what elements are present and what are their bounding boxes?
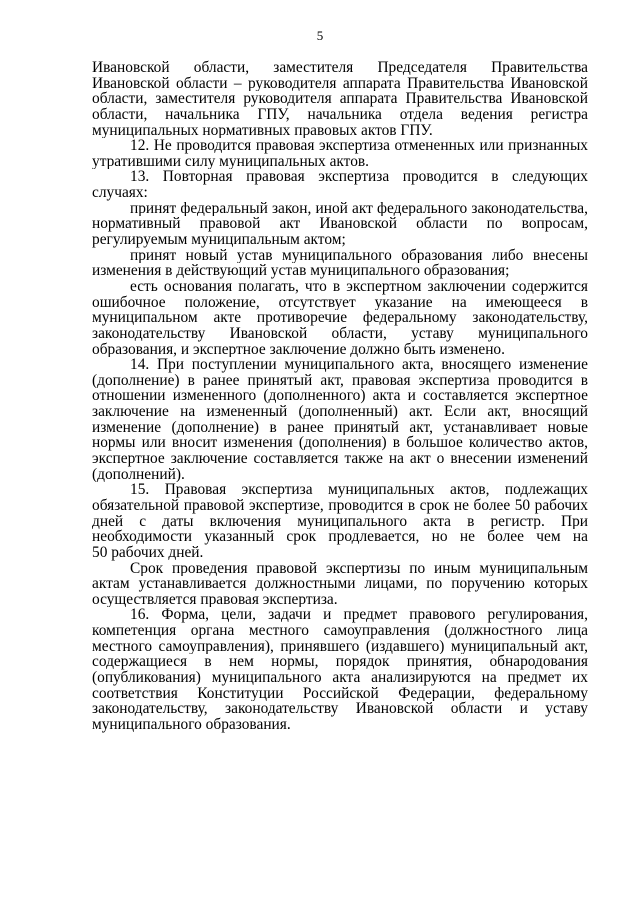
text-line: необходимости указанный срок продлевается, но не более чем на — [92, 529, 588, 545]
text-line: обязательной правовой экспертизе, проводится в срок не более 50 рабочих — [92, 497, 588, 514]
text-line: заключение на измененный (дополненный) акт. Если акт, вносящий — [92, 404, 588, 420]
text-line: есть основания полагать, что в экспертном заключении содержится — [130, 278, 588, 295]
text-line: законодательству, законодательству Ивановской области и уставу — [92, 701, 588, 717]
text-line: изменение (дополнение) в ранее принятый акт, устанавливает новые — [92, 419, 588, 436]
text-line: муниципальном акте противоречие федеральному законодательству, — [92, 310, 588, 326]
text-line: нормы или вносит изменения (дополнения) в большое количество актов, — [92, 435, 588, 452]
text-line: экспертное заключение составляется также на акт о внесении изменений — [92, 451, 588, 467]
text-line: принят новый устав муниципального образования либо внесены — [130, 247, 588, 264]
text-line: области, начальника ГПУ, начальника отдела ведения регистра — [92, 106, 588, 123]
text-line: местного самоуправления), принявшего (издавшего) муниципальный акт, — [92, 638, 588, 655]
text-line: компетенция органа местного самоуправления (должностного лица — [92, 623, 588, 639]
text-line: Срок проведения правовой экспертизы по иным муниципальным — [130, 560, 588, 577]
text-line: отношении измененного (дополненного) акта и составляется экспертное — [92, 388, 588, 405]
text-line: утратившими силу муниципальных актов. — [92, 153, 370, 170]
text-line: (опубликования) муниципального акта анализируются на предмет их — [92, 669, 588, 686]
document-body — [92, 60, 588, 733]
text-line: законодательству Ивановской области, уставу муниципального — [92, 325, 588, 342]
text-line: случаях: — [92, 185, 148, 201]
text-line: содержащиеся в нем нормы, порядок принятия, обнародования — [92, 654, 588, 670]
text-line: 16. Форма, цели, задачи и предмет правового регулирования, — [130, 607, 588, 624]
text-line: осуществляется правовая экспертиза. — [92, 591, 338, 608]
text-line: нормативный правовой акт Ивановской области по вопросам, — [92, 216, 588, 233]
text-line: (дополнений). — [92, 466, 185, 483]
text-line: 14. При поступлении муниципального акта, вносящего изменение — [130, 357, 588, 373]
text-line: 13. Повторная правовая экспертиза проводится в следующих — [130, 169, 588, 186]
text-line: муниципального образования. — [92, 716, 291, 733]
text-line: дней с даты включения муниципального акта в регистр. При — [92, 513, 588, 530]
text-line: Ивановской области, заместителя Председателя Правительства — [92, 60, 588, 76]
text-line: актам устанавливается должностными лицами, по поручению которых — [92, 576, 588, 592]
text-line: 12. Не проводится правовая экспертиза отмененных или признанных — [130, 138, 588, 154]
text-line: принят федеральный закон, иной акт федерального законодательства, — [130, 200, 588, 217]
text-line: 50 рабочих дней. — [92, 544, 204, 561]
text-line: области, заместителя руководителя аппарата Правительства Ивановской — [92, 91, 588, 107]
text-line: образования, и экспертное заключение должно быть изменено. — [92, 341, 505, 358]
text-line: муниципальных нормативных правовых актов ГПУ. — [92, 122, 433, 139]
text-line: (дополнение) в ранее принятый акт, правовая экспертиза проводится в — [92, 372, 588, 389]
text-line: регулируемым муниципальным актом; — [92, 232, 346, 248]
text-line: 15. Правовая экспертиза муниципальных актов, подлежащих — [130, 482, 588, 498]
text-line: ошибочное положение, отсутствует указание на имеющееся в — [92, 294, 588, 311]
text-line: Ивановской области – руководителя аппарата Правительства Ивановской — [92, 75, 588, 92]
text-line: изменения в действующий устав муниципального образования; — [92, 263, 510, 279]
text-line: соответствия Конституции Российской Федерации, федеральному — [92, 685, 588, 702]
page-number: 5 — [316, 28, 324, 43]
